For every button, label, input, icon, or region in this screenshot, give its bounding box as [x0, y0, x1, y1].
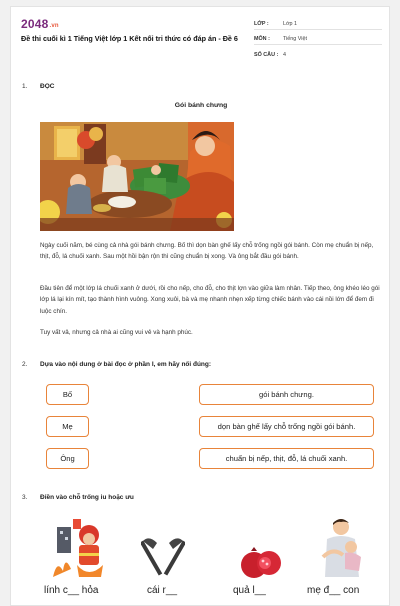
section-3-number: 3.	[22, 494, 28, 501]
exam-header	[11, 7, 390, 69]
section-2-number: 2.	[22, 361, 28, 368]
meta-key: MÔN :	[254, 36, 270, 42]
meta-key: SỐ CÂU :	[254, 52, 279, 58]
pomegranate-icon	[239, 545, 283, 581]
fill-caption: quả l__	[233, 585, 266, 596]
story-paragraph-1: Ngày cuối năm, bé cùng cả nhà gói bánh chưng. Bố thì dọn bàn ghế lấy chỗ trống ngồi gói bánh. Còn mẹ chuẩn bị nếp, thịt, đỗ, lá chuối xanh. Sau một hồi bận rộn thì cũng chuẩn bị xong. Và ông bắt đầu gói bánh.	[40, 242, 374, 261]
story-paragraph-3: Tuy vất vả, nhưng cả nhà ai cũng vui vẻ và hạnh phúc.	[40, 329, 193, 336]
exam-sheet	[10, 6, 390, 606]
fill-caption: mẹ đ__ con	[307, 585, 360, 596]
axe-icon	[141, 535, 185, 579]
match-left-item[interactable]: Ông	[46, 448, 89, 469]
fill-caption: lính c__ hỏa	[44, 585, 99, 596]
meta-row-grade	[254, 15, 382, 30]
section-1-title: ĐỌC	[40, 83, 55, 90]
meta-row-count	[254, 45, 382, 60]
meta-value: 4	[283, 52, 286, 58]
site-logo[interactable]	[21, 17, 59, 31]
meta-row-subject	[254, 30, 382, 45]
meta-value: Tiếng Việt	[283, 36, 307, 42]
story-paragraph-2: Đầu tiên để một lớp lá chuối xanh ở dưới, rồi cho nếp, cho đỗ, cho thịt lợn vào giữa làm nhân. Tiếp theo, ông khéo léo gói lớp lá lại kín mít, tạo thành hình vuông. Xong xuôi, bà và mẹ nhanh nhẹn xếp từng chiếc bánh vào cái nồi lớn để đem đi luộc chín.	[40, 285, 380, 315]
meta-key: LỚP :	[254, 21, 269, 27]
meta-value: Lớp 1	[283, 21, 298, 27]
family-cooking-illustration	[40, 122, 234, 231]
fill-caption: cái r__	[147, 585, 178, 596]
exam-meta	[254, 15, 382, 60]
match-left-item[interactable]: Mẹ	[46, 416, 89, 437]
match-right-item[interactable]: dọn bàn ghế lấy chỗ trống ngồi gói bánh.	[199, 416, 374, 437]
section-1-number: 1.	[22, 83, 28, 90]
match-right-item[interactable]: gói bánh chưng.	[199, 384, 374, 405]
section-2-title: Dựa vào nội dung ở bài đọc ở phần I, em hãy nối đúng:	[40, 361, 212, 368]
match-right-item[interactable]: chuẩn bị nếp, thịt, đỗ, lá chuối xanh.	[199, 448, 374, 469]
logo-suffix: .vn	[49, 23, 59, 29]
logo-text: 2048	[21, 17, 49, 31]
mother-child-icon	[319, 517, 371, 581]
story-title: Gói bánh chưng	[174, 102, 228, 109]
firefighter-icon	[49, 515, 107, 579]
match-left-item[interactable]: Bố	[46, 384, 89, 405]
section-3-title: Điền vào chỗ trống iu hoặc ưu	[40, 494, 134, 501]
exam-title: Đề thi cuối kì 1 Tiếng Việt lớp 1 Kết nối tri thức có đáp án - Đề 6	[21, 34, 238, 43]
